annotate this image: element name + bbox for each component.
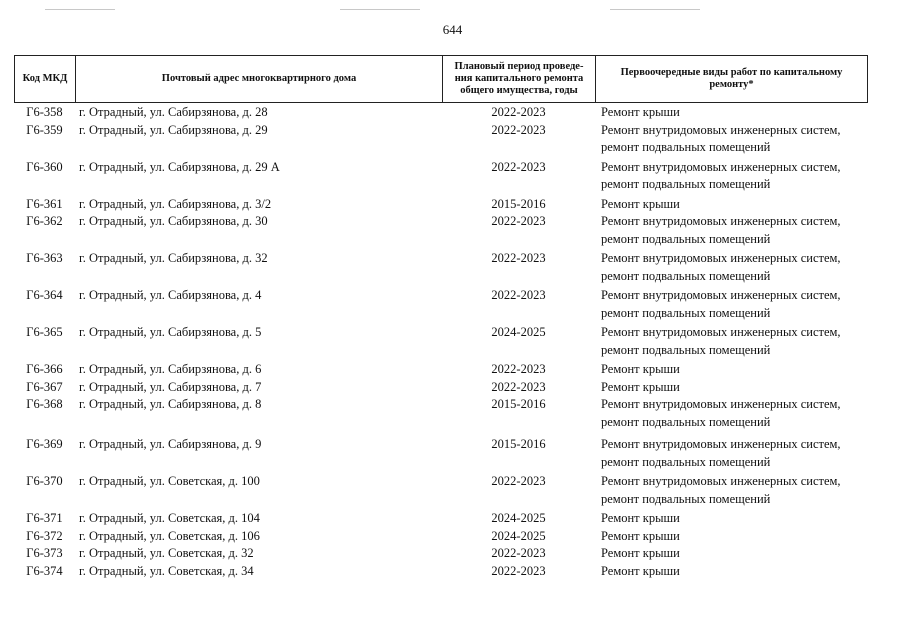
table-row <box>14 473 867 510</box>
cell-period: 2015-2016 <box>491 196 546 211</box>
cell-period: 2022-2023 <box>491 251 546 265</box>
works-line: ремонт подвальных помещений <box>601 414 771 429</box>
cell-code: Г6-369 <box>26 437 63 451</box>
table-row <box>14 379 867 397</box>
table-row <box>14 510 867 528</box>
cell-code: Г6-364 <box>26 288 63 302</box>
table-header <box>14 55 868 103</box>
works-line: Ремонт внутридомовых инженерных систем, <box>601 288 841 302</box>
works-line: Ремонт внутридомовых инженерных систем, <box>601 474 841 488</box>
cell-period: 2024-2025 <box>491 511 546 525</box>
cell-works <box>595 250 867 287</box>
cell-address: г. Отрадный, ул. Советская, д. 104 <box>79 511 260 525</box>
cell-period: 2024-2025 <box>491 528 546 543</box>
cell-address: г. Отрадный, ул. Сабирзянова, д. 9 <box>79 437 262 451</box>
cell-address: г. Отрадный, ул. Сабирзянова, д. 3/2 <box>79 196 272 211</box>
works-line: ремонт подвальных помещений <box>601 177 771 191</box>
works-line: Ремонт крыши <box>601 546 680 560</box>
cell-period: 2022-2023 <box>491 474 546 488</box>
cell-code: Г6-372 <box>26 528 63 543</box>
cell-address: г. Отрадный, ул. Сабирзянова, д. 7 <box>79 379 262 394</box>
works-line: Ремонт крыши <box>601 511 680 525</box>
works-line: Ремонт внутридомовых инженерных систем, <box>601 122 841 137</box>
cell-works <box>595 473 867 510</box>
cell-period: 2015-2016 <box>491 397 546 411</box>
cell-period: 2022-2023 <box>491 546 546 560</box>
table-row <box>14 396 867 436</box>
cell-works <box>595 528 867 546</box>
works-line: Ремонт крыши <box>601 196 680 211</box>
cell-period: 2022-2023 <box>491 214 546 228</box>
cell-address: г. Отрадный, ул. Сабирзянова, д. 8 <box>79 397 262 411</box>
table-row <box>14 159 867 196</box>
cell-period: 2022-2023 <box>491 105 546 119</box>
cell-works <box>595 379 867 397</box>
scan-artifact <box>340 9 420 10</box>
cell-period: 2024-2025 <box>491 325 546 339</box>
cell-address: г. Отрадный, ул. Советская, д. 34 <box>79 563 254 578</box>
cell-works <box>595 361 867 379</box>
table-row <box>14 196 867 214</box>
header-code: Код МКД <box>15 56 76 103</box>
cell-address: г. Отрадный, ул. Советская, д. 32 <box>79 546 254 560</box>
cell-works <box>595 545 867 563</box>
cell-address: г. Отрадный, ул. Советская, д. 106 <box>79 528 260 543</box>
cell-period: 2015-2016 <box>491 437 546 451</box>
works-line: Ремонт внутридомовых инженерных систем, <box>601 214 841 228</box>
works-line: Ремонт внутридомовых инженерных систем, <box>601 251 841 265</box>
works-line: Ремонт крыши <box>601 563 680 578</box>
cell-works <box>595 436 867 473</box>
cell-works <box>595 396 867 436</box>
cell-period: 2022-2023 <box>491 122 546 137</box>
works-line: Ремонт крыши <box>601 528 680 543</box>
table-row <box>14 324 867 361</box>
cell-address: г. Отрадный, ул. Сабирзянова, д. 32 <box>79 251 268 265</box>
table-row <box>14 250 867 287</box>
works-line: Ремонт крыши <box>601 105 680 119</box>
cell-address: г. Отрадный, ул. Сабирзянова, д. 28 <box>79 105 268 119</box>
works-line: ремонт подвальных помещений <box>601 342 771 357</box>
cell-address: г. Отрадный, ул. Сабирзянова, д. 30 <box>79 214 268 228</box>
cell-code: Г6-365 <box>26 325 63 339</box>
works-line: ремонт подвальных помещений <box>601 231 771 246</box>
table-row <box>14 213 867 250</box>
works-line: ремонт подвальных помещений <box>601 268 771 283</box>
cell-period: 2022-2023 <box>491 159 546 174</box>
table-row <box>14 528 867 546</box>
cell-works <box>595 563 867 581</box>
works-line: ремонт подвальных помещений <box>601 454 771 469</box>
table-row <box>14 545 867 563</box>
scan-artifact <box>610 9 700 10</box>
cell-works <box>595 104 867 122</box>
cell-code: Г6-368 <box>26 397 63 411</box>
cell-code: Г6-359 <box>26 122 63 137</box>
cell-address: г. Отрадный, ул. Сабирзянова, д. 6 <box>79 362 262 376</box>
works-line: ремонт подвальных помещений <box>601 140 771 154</box>
cell-code: Г6-371 <box>26 511 63 525</box>
cell-period: 2022-2023 <box>491 379 546 394</box>
works-line: ремонт подвальных помещений <box>601 491 771 506</box>
cell-works <box>595 196 867 214</box>
cell-works <box>595 213 867 250</box>
works-line: Ремонт крыши <box>601 362 680 376</box>
header-period: Плановый период проведе-ния капитального ремонта общего имущества, годы <box>443 56 596 103</box>
table-row <box>14 104 867 122</box>
table-row <box>14 287 867 324</box>
cell-code: Г6-358 <box>26 105 63 119</box>
cell-works <box>595 287 867 324</box>
table-row <box>14 122 867 159</box>
page-number: 644 <box>442 22 463 37</box>
cell-works <box>595 510 867 528</box>
cell-works <box>595 122 867 159</box>
cell-code: Г6-374 <box>26 563 63 578</box>
cell-code: Г6-367 <box>26 379 63 394</box>
cell-period: 2022-2023 <box>491 288 546 302</box>
table-row <box>14 563 867 581</box>
cell-code: Г6-370 <box>26 474 63 488</box>
cell-address: г. Отрадный, ул. Сабирзянова, д. 29 <box>79 122 268 137</box>
works-line: Ремонт внутридомовых инженерных систем, <box>601 325 841 339</box>
scan-artifact <box>45 9 115 10</box>
works-line: Ремонт крыши <box>601 379 680 394</box>
cell-code: Г6-373 <box>26 546 63 560</box>
cell-code: Г6-362 <box>26 214 63 228</box>
table-row <box>14 361 867 379</box>
cell-address: г. Отрадный, ул. Советская, д. 100 <box>79 474 260 488</box>
cell-code: Г6-366 <box>26 362 63 376</box>
cell-code: Г6-360 <box>26 159 63 174</box>
works-line: Ремонт внутридомовых инженерных систем, <box>601 437 841 451</box>
table-body <box>14 104 867 580</box>
header-works: Первоочередные виды работ по капитальному ремонту* <box>596 56 868 103</box>
cell-code: Г6-361 <box>26 196 63 211</box>
cell-code: Г6-363 <box>26 251 63 265</box>
cell-period: 2022-2023 <box>491 362 546 376</box>
header-address: Почтовый адрес многоквартирного дома <box>76 56 443 103</box>
works-line: ремонт подвальных помещений <box>601 305 771 320</box>
works-line: Ремонт внутридомовых инженерных систем, <box>601 397 841 411</box>
cell-works <box>595 324 867 361</box>
cell-address: г. Отрадный, ул. Сабирзянова, д. 5 <box>79 325 262 339</box>
cell-address: г. Отрадный, ул. Сабирзянова, д. 4 <box>79 288 262 302</box>
cell-period: 2022-2023 <box>491 563 546 578</box>
cell-works <box>595 159 867 196</box>
cell-address: г. Отрадный, ул. Сабирзянова, д. 29 А <box>79 159 280 174</box>
table-row <box>14 436 867 473</box>
works-line: Ремонт внутридомовых инженерных систем, <box>601 159 841 174</box>
